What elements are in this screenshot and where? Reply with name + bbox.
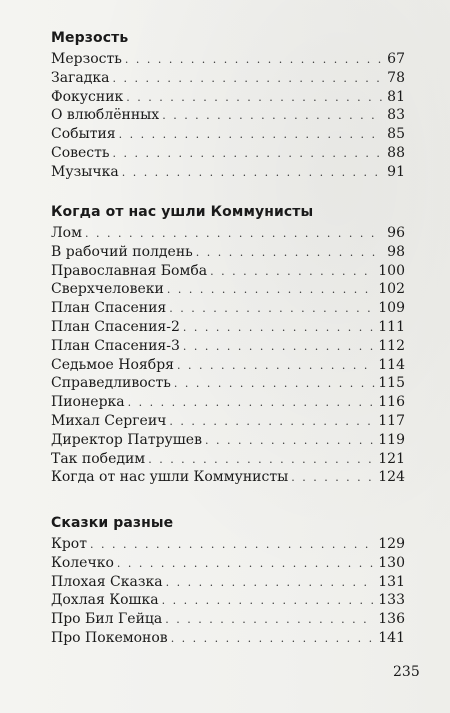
dot-leader xyxy=(162,592,376,611)
toc-entry xyxy=(51,629,405,648)
entry-page-number: 131 xyxy=(378,573,405,590)
toc-section xyxy=(51,30,405,182)
toc-entry xyxy=(51,573,405,592)
dot-leader xyxy=(174,375,375,394)
toc-entry xyxy=(51,468,405,487)
entry-page-number: 111 xyxy=(378,318,405,335)
section-entries xyxy=(51,50,405,182)
entry-page-number: 91 xyxy=(387,163,405,180)
section-entries xyxy=(51,224,405,487)
toc-entry xyxy=(51,144,405,163)
section-entries xyxy=(51,535,405,648)
toc-entry xyxy=(51,88,405,107)
entry-title: Сверхчеловеки xyxy=(51,281,164,298)
entry-page-number: 85 xyxy=(387,126,405,143)
entry-page-number: 121 xyxy=(378,450,405,467)
dot-leader xyxy=(183,338,375,357)
dot-leader xyxy=(125,51,382,70)
entry-title: Седьмое Ноября xyxy=(51,356,174,373)
entry-page-number: 109 xyxy=(378,300,405,317)
entry-title: Лом xyxy=(51,225,83,241)
entry-title: Мерзость xyxy=(51,51,122,67)
dot-leader xyxy=(90,536,375,555)
section-title: Когда от нас ушли Коммунисты xyxy=(51,204,314,220)
entry-title: Колечко xyxy=(51,554,114,571)
toc-entry xyxy=(51,610,405,629)
dot-leader xyxy=(177,357,375,376)
dot-leader xyxy=(171,630,376,649)
dot-leader xyxy=(148,451,375,470)
section-title: Сказки разные xyxy=(51,515,174,531)
dot-leader xyxy=(166,574,376,593)
toc-entry xyxy=(51,431,405,450)
entry-title: Фокусник xyxy=(51,88,124,105)
dot-leader xyxy=(167,281,375,300)
toc-entry xyxy=(51,163,405,182)
dot-leader xyxy=(112,70,382,89)
dot-leader xyxy=(169,300,375,319)
dot-leader xyxy=(162,107,382,126)
entry-title: Директор Патрушев xyxy=(51,431,202,448)
entry-title: Православная Бомба xyxy=(51,262,208,279)
toc-entry xyxy=(51,224,405,243)
entry-page-number: 124 xyxy=(378,469,405,486)
entry-title: Так победим xyxy=(51,450,146,467)
dot-leader xyxy=(165,611,375,630)
toc-entry xyxy=(51,125,405,144)
entry-title: План Спасения xyxy=(51,300,167,317)
entry-title: О влюблённых xyxy=(51,107,160,124)
toc-entry xyxy=(51,393,405,412)
entry-page-number: 116 xyxy=(378,394,405,411)
entry-title: События xyxy=(51,126,116,143)
entry-page-number: 100 xyxy=(378,262,405,279)
entry-title: Когда от нас ушли Коммунисты xyxy=(51,469,289,486)
toc-entry xyxy=(51,337,405,356)
toc-entry xyxy=(51,356,405,375)
toc-entry xyxy=(51,591,405,610)
entry-title: Музычка xyxy=(51,163,119,180)
section-title: Мерзость xyxy=(51,30,129,46)
dot-leader xyxy=(183,319,375,338)
toc-section xyxy=(51,515,405,648)
entry-page-number: 129 xyxy=(378,536,405,552)
entry-page-number: 133 xyxy=(378,592,405,609)
toc-entry xyxy=(51,554,405,573)
toc-entry xyxy=(51,374,405,393)
toc-entry xyxy=(51,50,405,69)
dot-leader xyxy=(128,394,376,413)
entry-title: План Спасения-3 xyxy=(51,337,180,354)
entry-page-number: 136 xyxy=(378,611,405,628)
entry-title: Пионерка xyxy=(51,394,125,411)
entry-title: Михал Сергеич xyxy=(51,412,167,429)
dot-leader xyxy=(169,413,375,432)
toc-entry xyxy=(51,106,405,125)
entry-title: Дохлая Кошка xyxy=(51,592,159,609)
entry-page-number: 117 xyxy=(378,412,405,429)
page-number: 235 xyxy=(393,664,420,680)
toc-entry xyxy=(51,299,405,318)
entry-title: Про Покемонов xyxy=(51,629,168,646)
entry-page-number: 119 xyxy=(378,431,405,448)
entry-page-number: 130 xyxy=(378,554,405,571)
entry-page-number: 141 xyxy=(378,629,405,646)
entry-page-number: 112 xyxy=(378,337,405,354)
entry-page-number: 98 xyxy=(387,243,405,260)
entry-title: Загадка xyxy=(51,69,110,86)
dot-leader xyxy=(196,244,382,263)
entry-page-number: 81 xyxy=(387,88,405,105)
dot-leader xyxy=(210,263,375,282)
entry-page-number: 115 xyxy=(378,375,405,392)
entry-title: Совесть xyxy=(51,144,110,161)
toc-entry xyxy=(51,243,405,262)
toc-entry xyxy=(51,412,405,431)
toc-section xyxy=(51,204,405,487)
toc-entry xyxy=(51,535,405,554)
toc-entry xyxy=(51,450,405,469)
entry-title: План Спасения-2 xyxy=(51,318,180,335)
toc-entry xyxy=(51,69,405,88)
toc-entry xyxy=(51,280,405,299)
dot-leader xyxy=(85,225,382,244)
dot-leader xyxy=(113,145,382,164)
dot-leader xyxy=(117,555,375,574)
dot-leader xyxy=(205,432,375,451)
entry-page-number: 67 xyxy=(387,51,405,67)
entry-page-number: 78 xyxy=(387,69,405,86)
toc-entry xyxy=(51,262,405,281)
entry-page-number: 88 xyxy=(387,144,405,161)
dot-leader xyxy=(122,164,382,183)
entry-page-number: 83 xyxy=(387,107,405,124)
entry-page-number: 96 xyxy=(387,225,405,241)
dot-leader xyxy=(291,469,375,488)
entry-title: Про Бил Гейца xyxy=(51,611,163,628)
entry-title: Справедливость xyxy=(51,375,171,392)
entry-title: Крот xyxy=(51,536,87,552)
entry-page-number: 114 xyxy=(378,356,405,373)
dot-leader xyxy=(119,126,382,145)
entry-title: В рабочий полдень xyxy=(51,243,193,260)
dot-leader xyxy=(126,89,382,108)
entry-page-number: 102 xyxy=(378,281,405,298)
toc-entry xyxy=(51,318,405,337)
entry-title: Плохая Сказка xyxy=(51,573,163,590)
